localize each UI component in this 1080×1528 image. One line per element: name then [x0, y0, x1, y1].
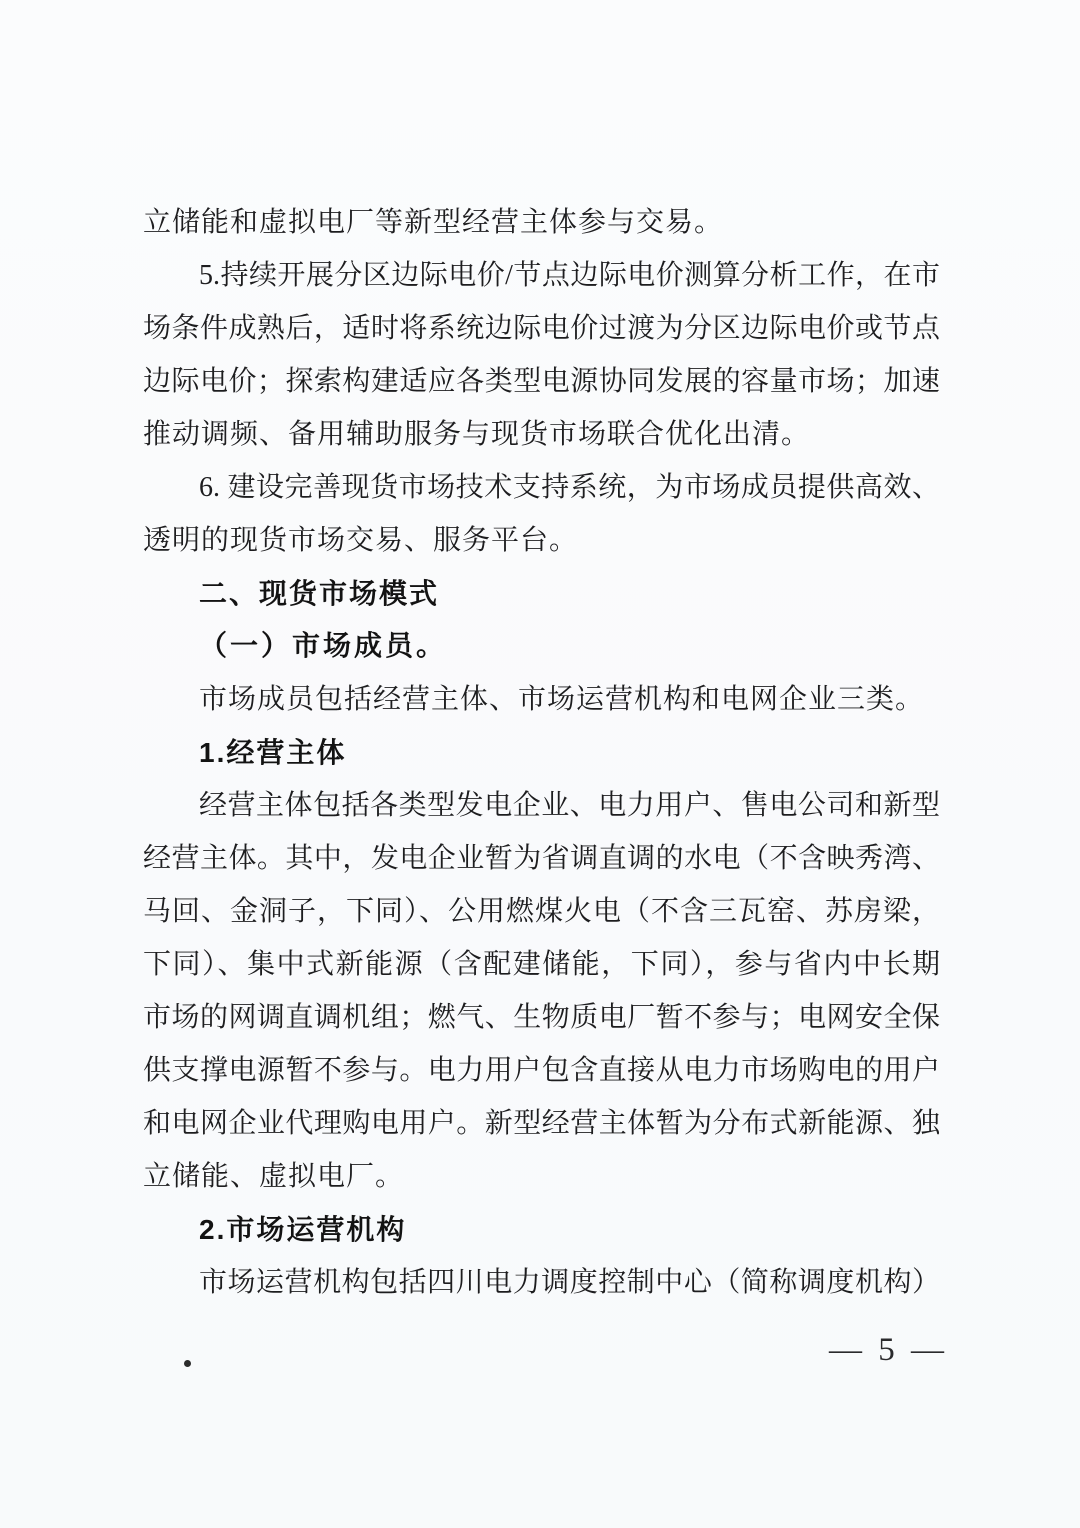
text-line: 和电网企业代理购电用户。新型经营主体暂为分布式新能源、独 [143, 1108, 940, 1139]
text-line: 6. 建设完善现货市场技术支持系统，为市场成员提供高效、 [199, 472, 940, 503]
text-line: 边际电价；探索构建适应各类型电源协同发展的容量市场；加速 [143, 366, 940, 397]
text-line: 透明的现货市场交易、服务平台。 [143, 525, 579, 556]
numbered-heading: 2.市场运营机构 [199, 1214, 407, 1245]
subsection-heading: （一）市场成员。 [199, 631, 448, 662]
text-line: 马回、金洞子，下同）、公用燃煤火电（不含三瓦窑、苏房梁， [143, 896, 940, 927]
numbered-heading: 1.经营主体 [199, 737, 347, 768]
document-text-block [143, 196, 940, 1309]
text-line: 市场成员包括经营主体、市场运营机构和电网企业三类。 [199, 684, 925, 715]
text-line: 供支撑电源暂不参与。电力用户包含直接从电力市场购电的用户 [143, 1055, 940, 1086]
text-line: 经营主体。其中，发电企业暂为省调直调的水电（不含映秀湾、 [143, 843, 940, 874]
stray-dot-artifact [184, 1360, 191, 1367]
text-line: 立储能和虚拟电厂等新型经营主体参与交易。 [143, 207, 724, 238]
text-line: 经营主体包括各类型发电企业、电力用户、售电公司和新型 [199, 790, 940, 821]
text-line: 市场运营机构包括四川电力调度控制中心（简称调度机构） [199, 1267, 940, 1298]
section-heading: 二、现货市场模式 [199, 578, 440, 609]
text-line: 场条件成熟后，适时将系统边际电价过渡为分区边际电价或节点 [143, 313, 940, 344]
text-line: 下同）、集中式新能源（含配建储能，下同），参与省内中长期 [143, 949, 940, 980]
text-line: 立储能、虚拟电厂。 [143, 1161, 405, 1192]
page-number: — 5 — [829, 1332, 948, 1368]
text-line: 推动调频、备用辅助服务与现货市场联合优化出清。 [143, 419, 811, 450]
text-line: 5.持续开展分区边际电价/节点边际电价测算分析工作，在市 [199, 260, 940, 291]
text-line: 市场的网调直调机组；燃气、生物质电厂暂不参与；电网安全保 [143, 1002, 940, 1033]
